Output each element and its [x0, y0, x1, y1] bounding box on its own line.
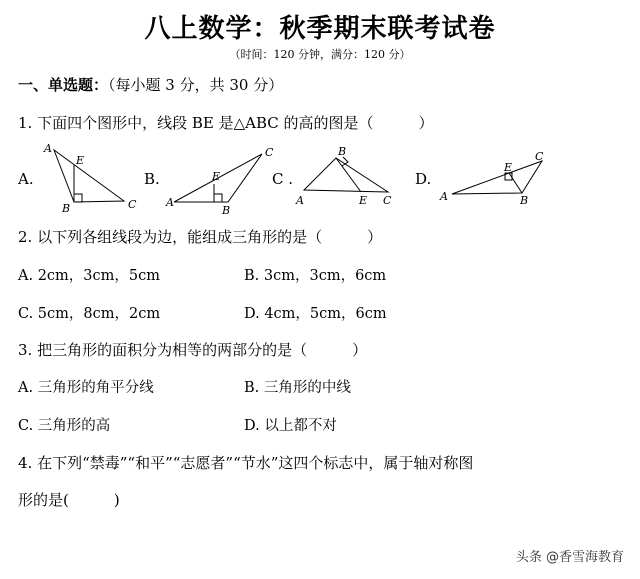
question-3: 3. 把三角形的面积分为相等的两部分的是（ ） — [18, 341, 368, 359]
fig-c-point-c: C — [383, 194, 392, 207]
fig-a-point-c: C — [128, 198, 137, 211]
q2-option-a: A. 2cm，3cm，5cm — [18, 268, 160, 284]
q2-option-d: D. 4cm，5cm，6cm — [244, 306, 387, 322]
q1-option-b-label: B. — [144, 170, 160, 188]
fig-b-point-e: E — [212, 170, 221, 183]
section-note: （每小题 3 分，共 30 分） — [108, 76, 284, 94]
q1-option-c-label: C . — [272, 170, 294, 188]
watermark: 头条 @香雪海教育 — [515, 550, 624, 565]
section-name: 一、单选题： — [18, 76, 109, 94]
fig-c-point-a: A — [296, 194, 304, 207]
fig-a-point-e: E — [76, 154, 85, 167]
triangle-figure-c — [292, 140, 407, 218]
q2-option-c: C. 5cm，8cm，2cm — [18, 306, 161, 322]
exam-info: （时间：120 分钟，满分：120 分） — [229, 48, 411, 61]
section-heading — [18, 74, 283, 95]
fig-c-point-b: B — [338, 145, 347, 158]
triangle-figure-a — [36, 140, 146, 218]
q1-option-d-label: D. — [415, 170, 432, 188]
question-4-continued: 形的是( ) — [18, 491, 120, 509]
fig-d-point-c: C — [535, 150, 544, 163]
fig-b-point-b: B — [222, 204, 231, 217]
q3-option-b: B. 三角形的中线 — [244, 380, 351, 396]
page-title: 八上数学：秋季期末联考试卷 — [144, 14, 496, 44]
fig-b-point-a: A — [166, 196, 174, 209]
question-4: 4. 在下列“禁毒”“和平”“志愿者”“节水”这四个标志中，属于轴对称图 — [18, 454, 474, 472]
fig-a-point-a: A — [44, 142, 52, 155]
q3-option-d: D. 以上都不对 — [244, 418, 337, 434]
q1-option-a-label: A. — [18, 170, 34, 188]
q2-option-b: B. 3cm，3cm，6cm — [244, 268, 387, 284]
question-1: 1. 下面四个图形中，线段 BE 是△ABC 的高的图是（ ） — [18, 114, 434, 132]
triangle-figure-d — [436, 140, 556, 218]
fig-a-point-b: B — [62, 202, 71, 215]
fig-b-point-c: C — [265, 146, 274, 159]
fig-c-point-e: E — [359, 194, 368, 207]
fig-d-point-b: B — [520, 194, 529, 207]
q3-option-a: A. 三角形的角平分线 — [18, 380, 154, 396]
question-2: 2. 以下列各组线段为边，能组成三角形的是（ ） — [18, 228, 383, 246]
fig-d-point-a: A — [440, 190, 448, 203]
triangle-figure-b — [164, 140, 284, 218]
fig-d-point-e: E — [504, 161, 513, 174]
q3-option-c: C. 三角形的高 — [18, 418, 111, 434]
